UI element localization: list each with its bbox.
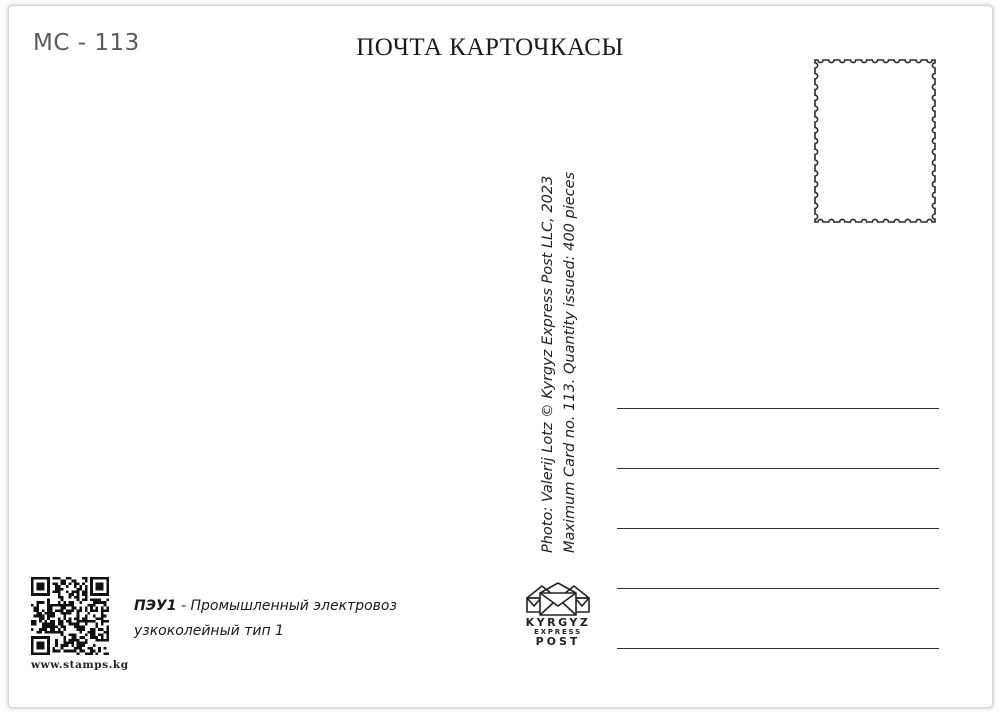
caption-separator: - [176, 598, 191, 614]
address-line [617, 588, 939, 589]
caption-line-1: Промышленный электровоз [190, 598, 397, 614]
kyrgyz-express-post-logo [523, 581, 593, 661]
card-code: MC - 113 [33, 30, 140, 56]
caption-line-2: узкоколейный тип 1 [134, 623, 284, 639]
stamp-caption [134, 594, 397, 644]
credits-line-1: Photo: Valerij Lotz © Kyrgyz Express Post LLC, 2023 [540, 175, 556, 553]
logo-text-kyrgyz: KYRGYZ [525, 616, 591, 629]
website-url: www.stamps.kg [31, 659, 129, 671]
qr-code-icon [31, 577, 109, 655]
envelope-logo-icon [525, 581, 591, 617]
address-line [617, 468, 939, 469]
logo-text-post: POST [535, 634, 581, 648]
logo-text-express: EXPRESS [534, 627, 582, 636]
card-title: ПОЧТА КАРТОЧКАСЫ [356, 34, 624, 61]
caption-code: ПЭУ1 [134, 598, 177, 614]
address-line [617, 408, 939, 409]
credits-line-2: Maximum Card no. 113. Quantity issued: 400 pieces [562, 171, 578, 553]
photo-credits [537, 153, 587, 553]
stamp-placeholder-icon [810, 55, 940, 227]
address-line [617, 648, 939, 649]
address-line [617, 528, 939, 529]
